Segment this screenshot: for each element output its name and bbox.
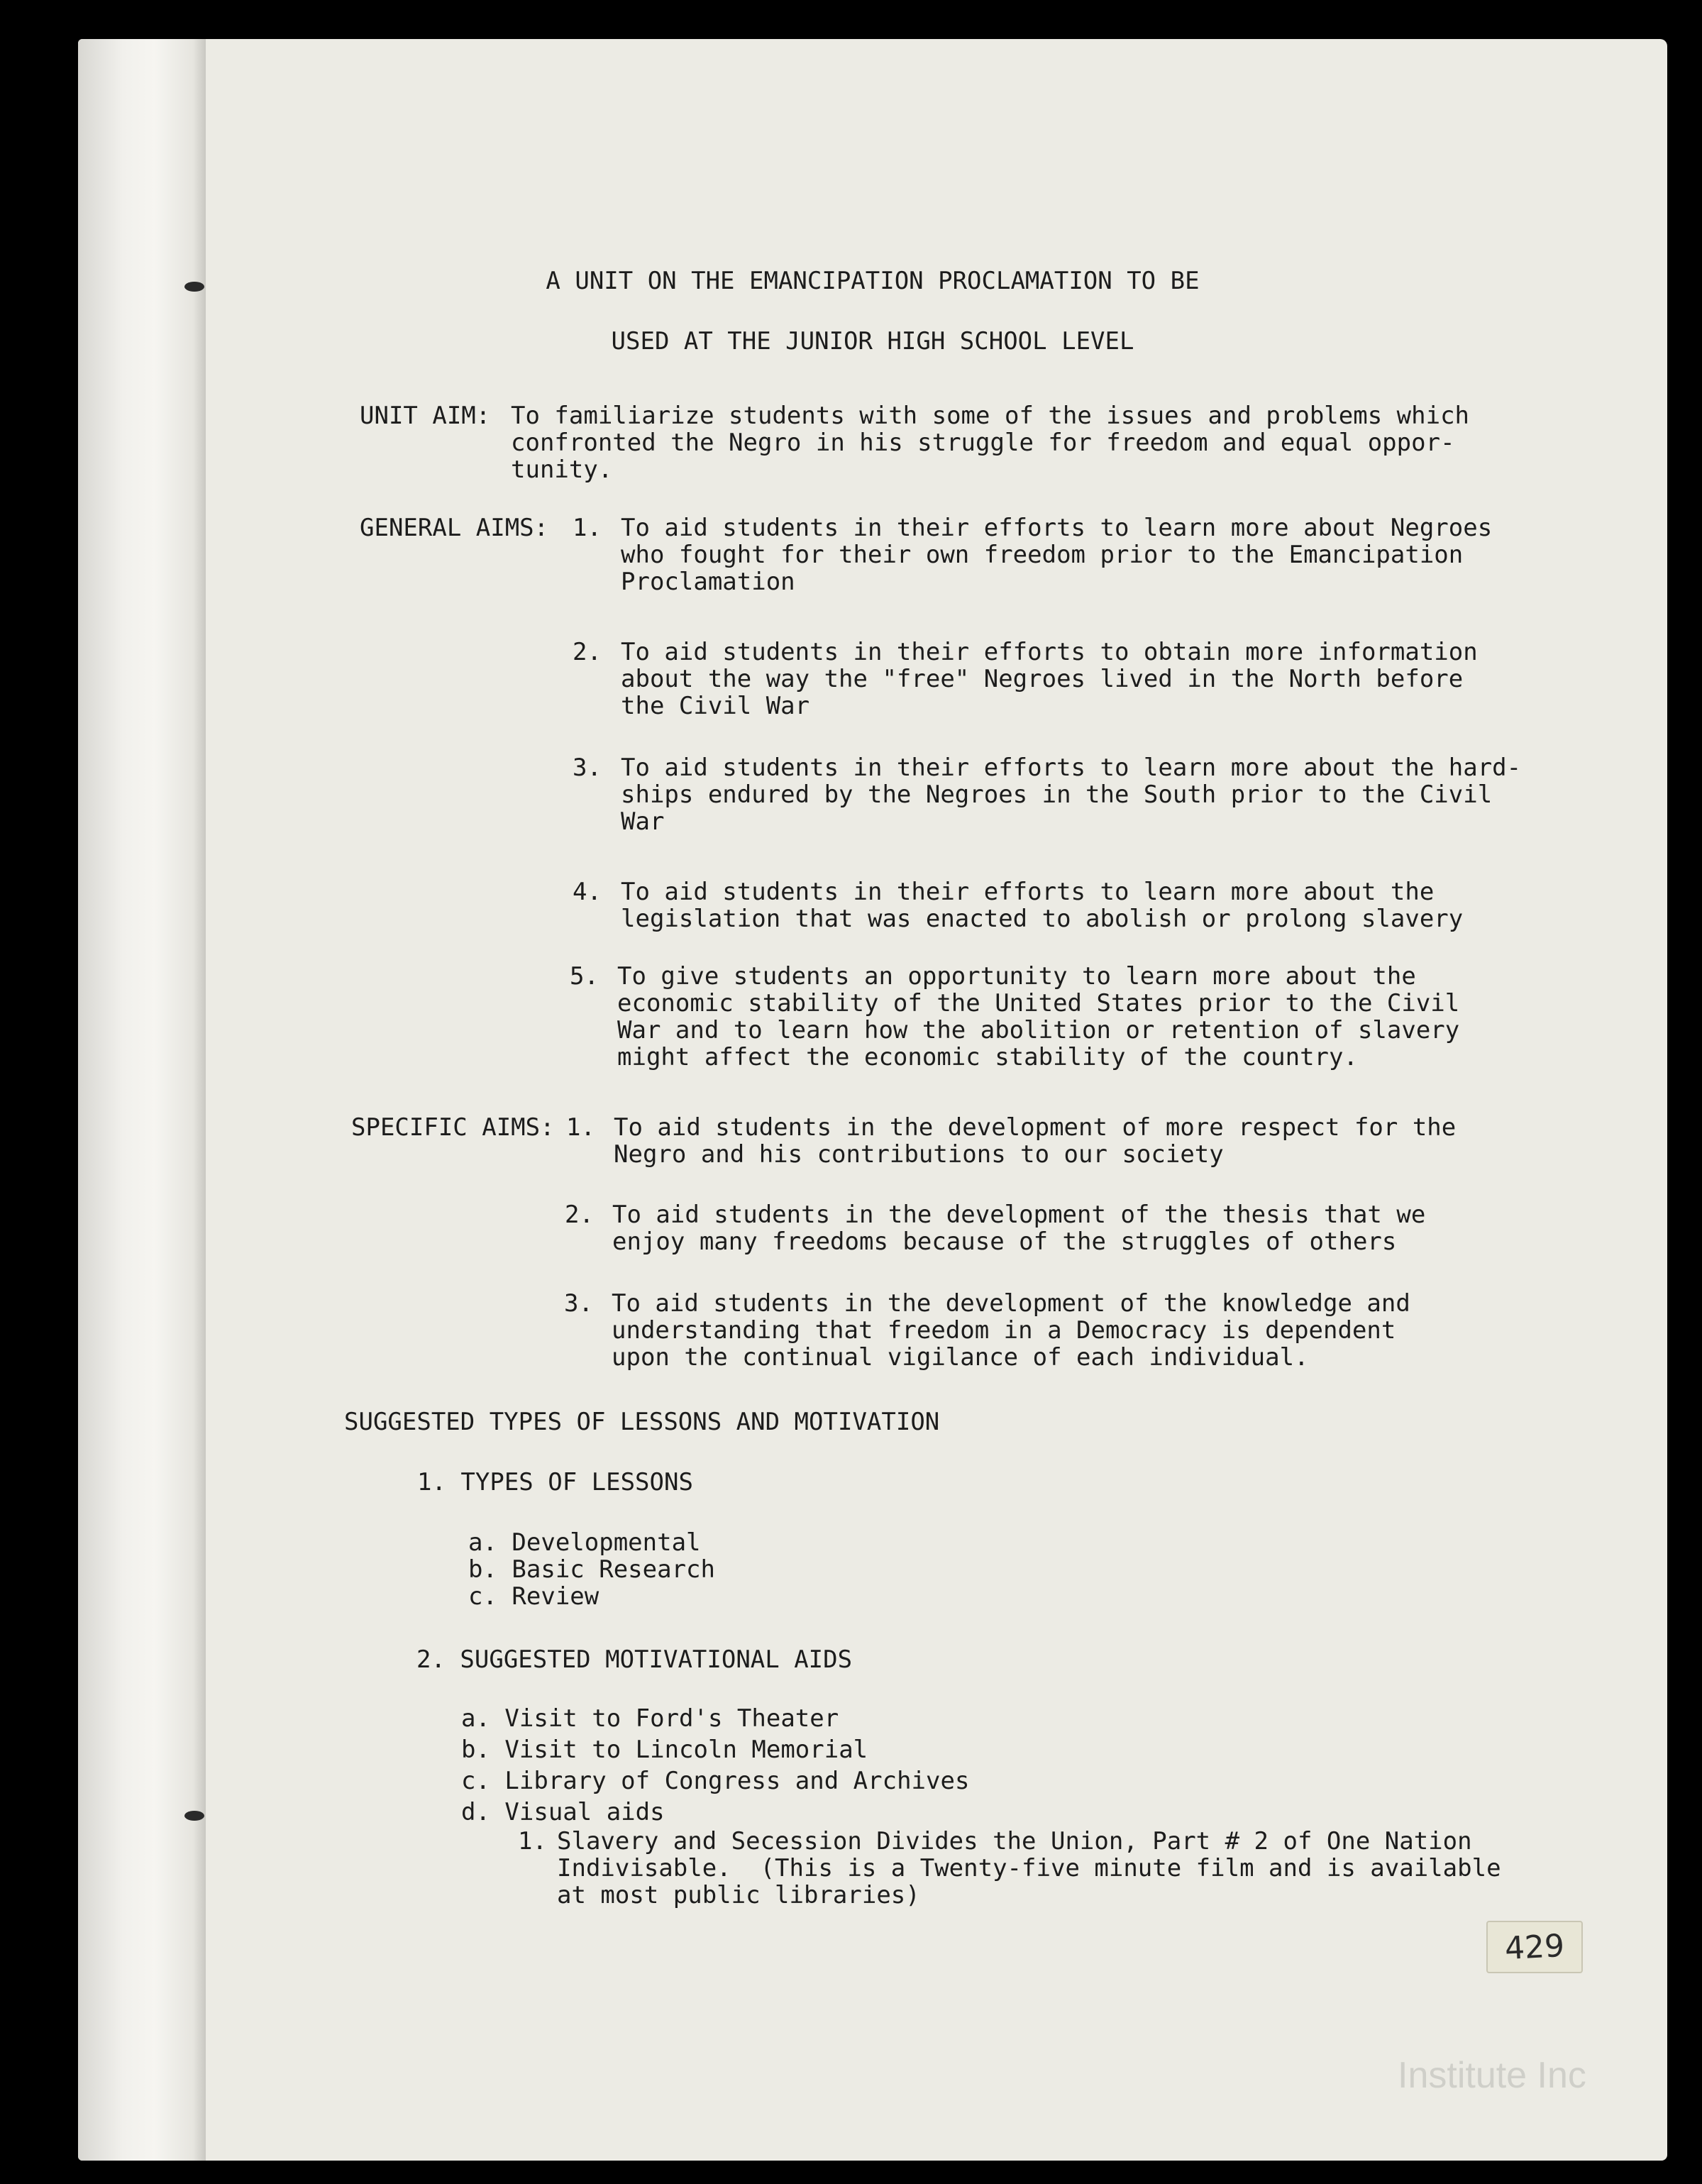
text-line: might affect the economic stability of the country. bbox=[617, 1043, 1358, 1071]
text-line: To aid students in their efforts to learn more about Negroes bbox=[621, 514, 1493, 542]
text-line: about the way the "free" Negroes lived in the North before bbox=[621, 665, 1464, 693]
text-line: who fought for their own freedom prior to the Emancipation bbox=[621, 541, 1464, 569]
text-line: tunity. bbox=[511, 456, 613, 484]
text-line: legislation that was enacted to abolish or prolong slavery bbox=[621, 905, 1464, 933]
specific-aim-3 bbox=[612, 1290, 1410, 1371]
general-aim-4 bbox=[621, 878, 1463, 932]
unit-aim-label: UNIT AIM: bbox=[360, 402, 491, 430]
text-line: To give students an opportunity to learn more about the bbox=[617, 962, 1416, 991]
item-number: 1. bbox=[566, 1113, 595, 1142]
text-line: To aid students in their efforts to learn more about the bbox=[621, 878, 1435, 906]
title-line-1: A UNIT ON THE EMANCIPATION PROCLAMATION TO BE bbox=[546, 267, 1200, 295]
text-line: economic stability of the United States prior to the Civil bbox=[617, 989, 1460, 1017]
list-item: b. Basic Research bbox=[468, 1555, 715, 1584]
item-number: 1. bbox=[573, 514, 602, 542]
general-aim-5 bbox=[617, 963, 1459, 1071]
list-item: a. Developmental bbox=[468, 1528, 701, 1557]
footer-watermark: Institute Inc bbox=[1398, 2055, 1586, 2096]
text-line: To aid students in the development of the knowledge and bbox=[612, 1289, 1410, 1318]
general-aim-1 bbox=[621, 514, 1492, 595]
motivational-aids-list bbox=[461, 1703, 969, 1828]
types-heading: 1. TYPES OF LESSONS bbox=[417, 1468, 693, 1496]
item-number: 4. bbox=[573, 878, 602, 906]
list-item: b. Visit to Lincoln Memorial bbox=[461, 1736, 868, 1764]
text-line: War and to learn how the abolition or retention of slavery bbox=[617, 1016, 1460, 1044]
specific-aim-1 bbox=[614, 1114, 1456, 1168]
specific-aim-2 bbox=[612, 1201, 1425, 1255]
item-number: 1. bbox=[518, 1827, 547, 1855]
item-number: 2. bbox=[573, 638, 602, 666]
item-number: 2. bbox=[565, 1201, 594, 1229]
text-line: the Civil War bbox=[621, 692, 810, 720]
aids-heading: 2. SUGGESTED MOTIVATIONAL AIDS bbox=[416, 1645, 853, 1674]
list-item: c. Review bbox=[468, 1582, 599, 1611]
lessons-heading: SUGGESTED TYPES OF LESSONS AND MOTIVATION bbox=[344, 1408, 940, 1436]
list-item: c. Library of Congress and Archives bbox=[461, 1767, 970, 1795]
general-aim-2 bbox=[621, 639, 1478, 719]
item-number: 3. bbox=[564, 1289, 593, 1318]
item-number: 5. bbox=[570, 962, 599, 991]
text-line: confronted the Negro in his struggle for freedom and equal oppor- bbox=[511, 429, 1455, 457]
text-line: Negro and his contributions to our society bbox=[614, 1140, 1224, 1169]
list-item: d. Visual aids bbox=[461, 1798, 665, 1826]
visual-aid-1 bbox=[557, 1828, 1501, 1909]
lesson-types-list bbox=[468, 1529, 715, 1610]
page-number: 429 bbox=[1503, 1927, 1566, 1967]
text-line: To familiarize students with some of the issues and problems which bbox=[511, 402, 1470, 430]
list-item: a. Visit to Ford's Theater bbox=[461, 1704, 839, 1733]
specific-aims-label: SPECIFIC AIMS: bbox=[351, 1113, 555, 1142]
text-line: War bbox=[621, 807, 665, 836]
binding-hole bbox=[184, 1811, 204, 1821]
text-line: Indivisable. (This is a Twenty-five minute film and is available bbox=[557, 1854, 1501, 1882]
general-aim-3 bbox=[621, 754, 1521, 835]
text-line: at most public libraries) bbox=[557, 1881, 920, 1909]
text-line: To aid students in the development of the thesis that we bbox=[612, 1201, 1426, 1229]
text-line: To aid students in the development of more respect for the bbox=[614, 1113, 1457, 1142]
text-line: To aid students in their efforts to learn more about the hard- bbox=[621, 754, 1522, 782]
binding-edge bbox=[78, 39, 206, 2161]
text-line: upon the continual vigilance of each individual. bbox=[612, 1343, 1309, 1372]
document-page bbox=[78, 39, 1667, 2161]
item-number: 3. bbox=[573, 754, 602, 782]
text-line: enjoy many freedoms because of the struggles of others bbox=[612, 1228, 1397, 1256]
page-number-sticker bbox=[1486, 1921, 1583, 1973]
text-line: To aid students in their efforts to obtain more information bbox=[621, 638, 1478, 666]
text-line: Proclamation bbox=[621, 568, 795, 596]
text-line: understanding that freedom in a Democracy is dependent bbox=[612, 1316, 1396, 1345]
text-line: ships endured by the Negroes in the South prior to the Civil bbox=[621, 781, 1493, 809]
general-aims-label: GENERAL AIMS: bbox=[360, 514, 549, 542]
text-line: Slavery and Secession Divides the Union, Part # 2 of One Nation bbox=[557, 1827, 1472, 1855]
unit-aim-text bbox=[511, 402, 1469, 483]
title-line-2: USED AT THE JUNIOR HIGH SCHOOL LEVEL bbox=[611, 327, 1134, 355]
